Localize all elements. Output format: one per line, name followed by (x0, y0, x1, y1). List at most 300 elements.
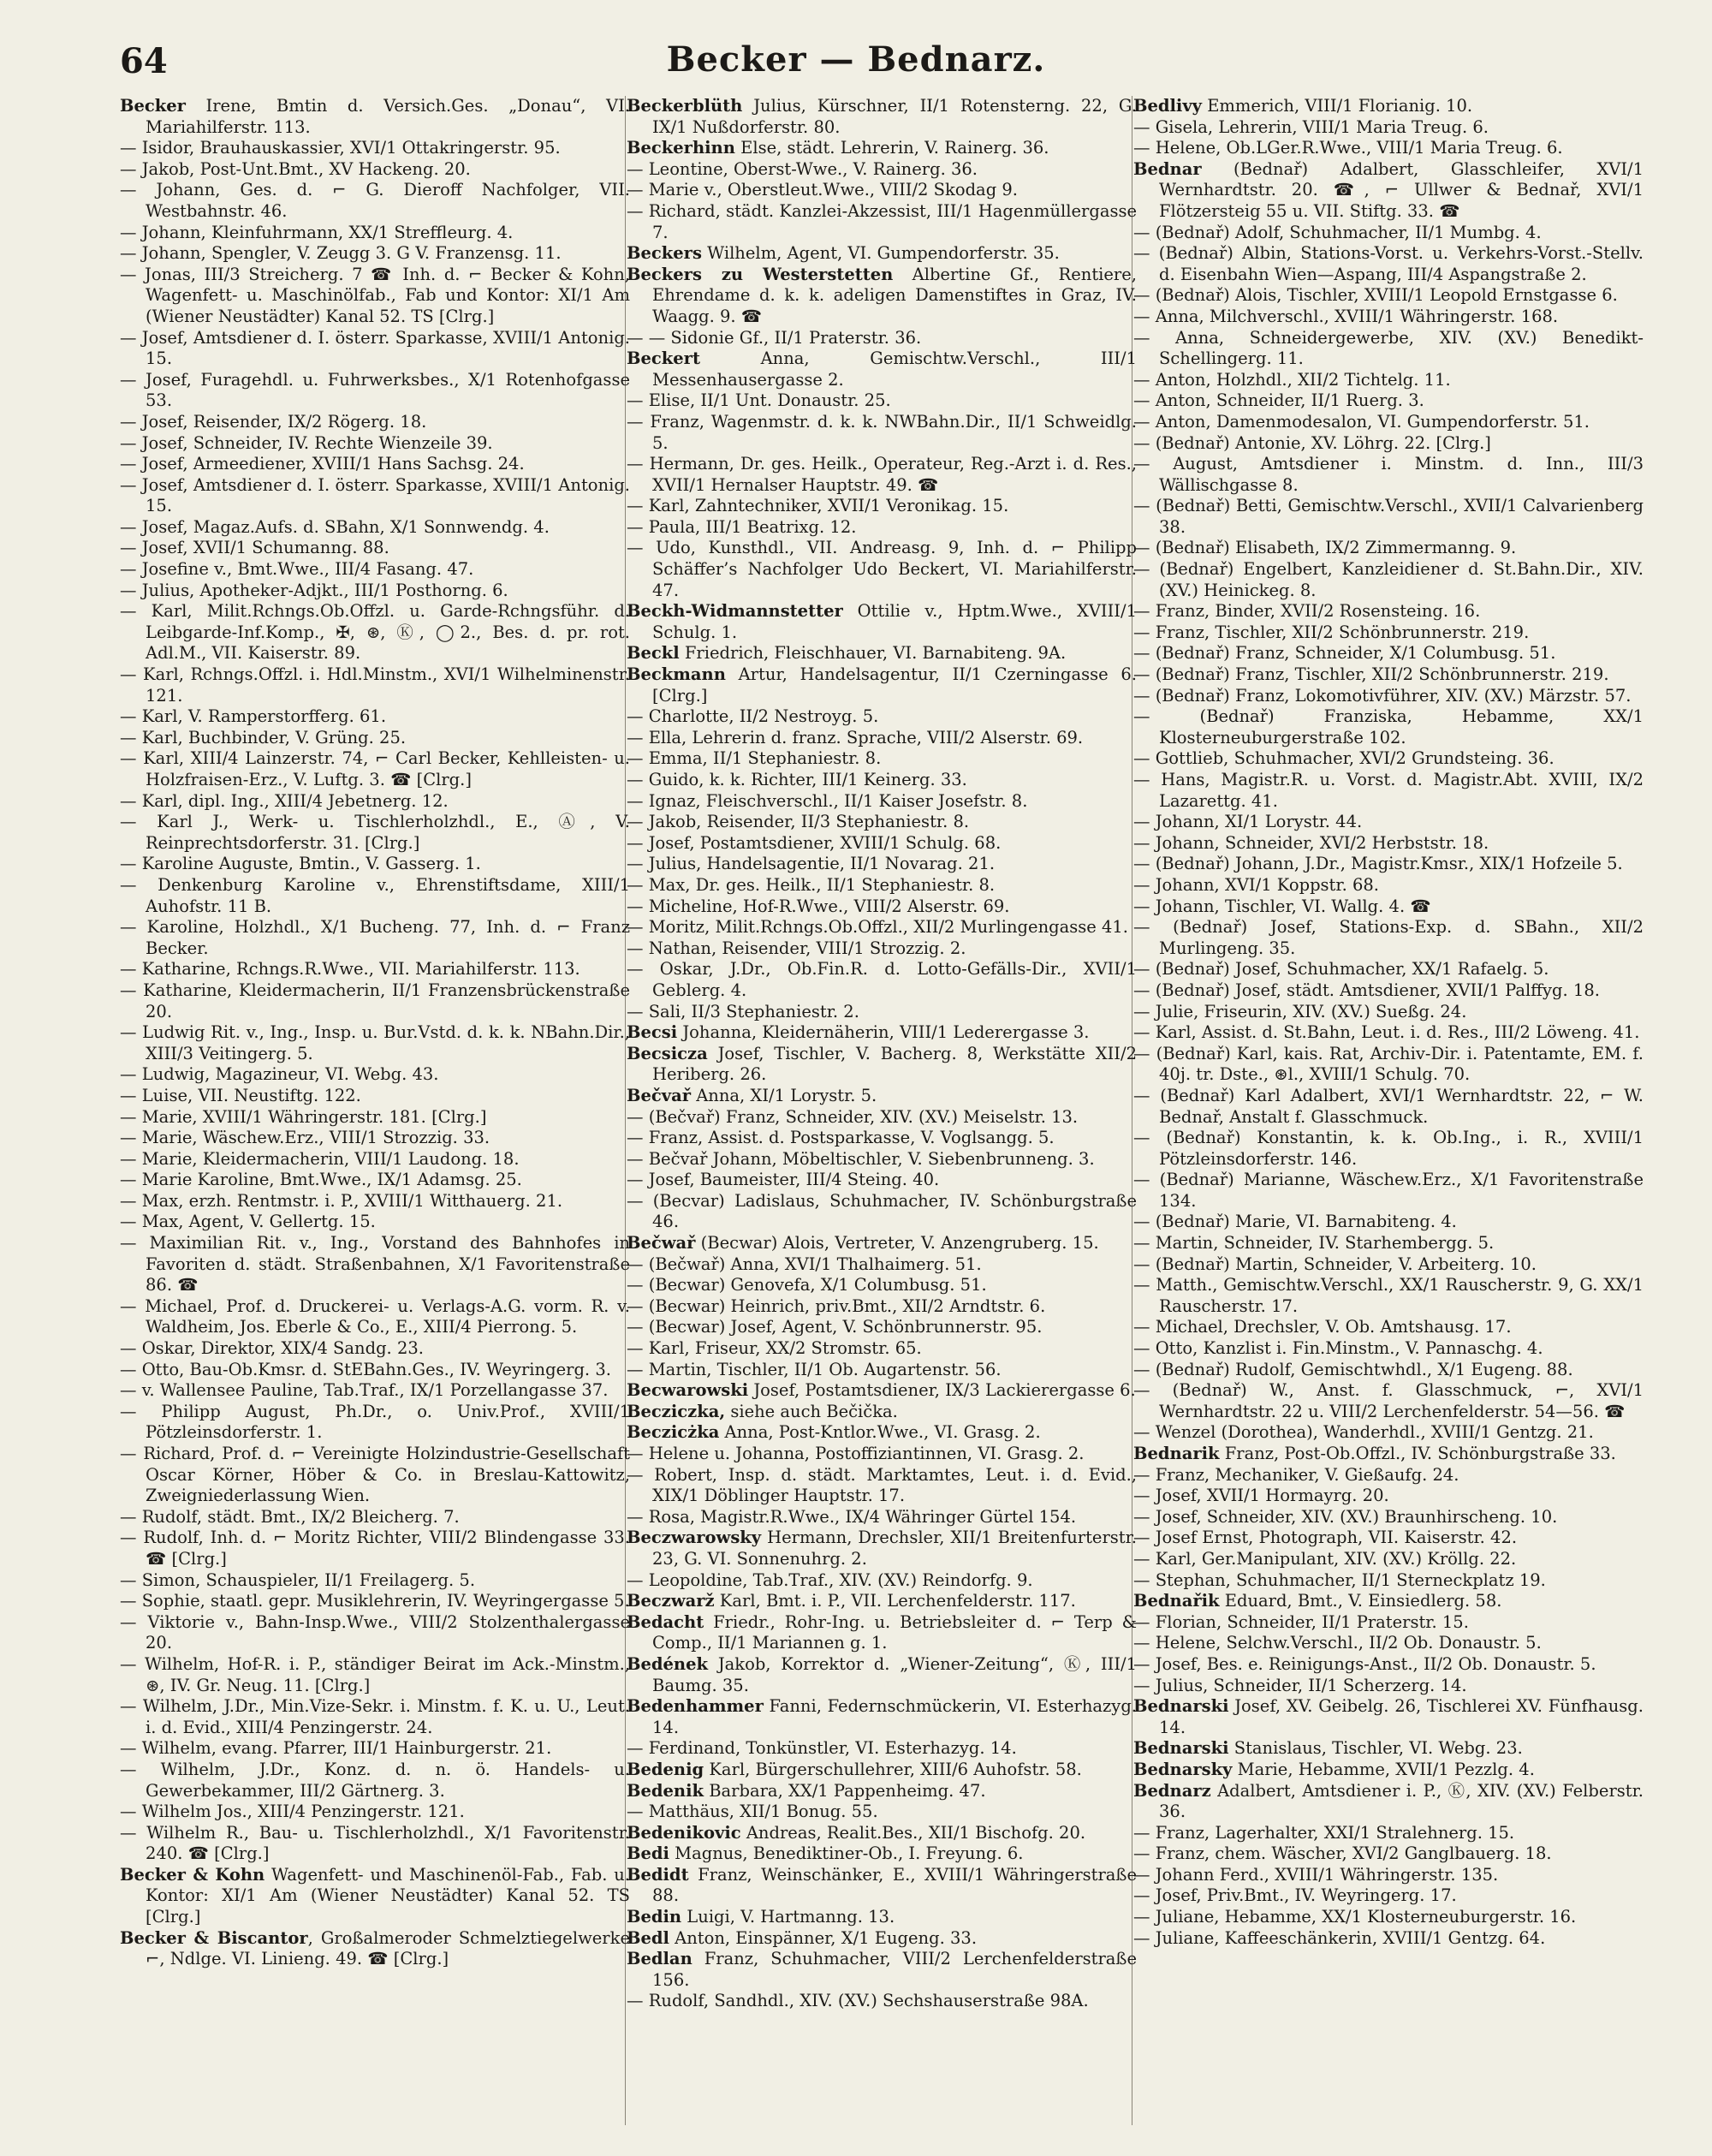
directory-entry (120, 475, 630, 517)
entry-text: — Guido, k. k. Richter, III/1 Keinerg. 33. (627, 770, 967, 789)
entry-text: — (Bednař) Rudolf, Gemischtwhdl., X/1 Eugeng. 88. (1133, 1359, 1573, 1379)
directory-entry (627, 1128, 1137, 1149)
directory-entry (1133, 96, 1644, 117)
entry-text: — (Bečwař) Anna, XVI/1 Thalhaimerg. 51. (627, 1254, 982, 1274)
directory-entry (120, 601, 630, 664)
entry-text: — Paula, III/1 Beatrixg. 12. (627, 516, 857, 537)
directory-entry (1133, 1380, 1644, 1422)
entry-text: — (Bednař) W., Anst. f. Glasschmuck, ⌐, XVI/1 Wernhardtstr. 22 u. VIII/2 Lerchenfelderstr. 54—56. ☎ (1133, 1380, 1644, 1421)
directory-entry (1133, 1338, 1644, 1360)
entry-text: — Marie v., Oberstleut.Wwe., VIII/2 Skodag 9. (627, 180, 1018, 200)
entry-text: Franz, Schuhmacher, VIII/2 Lerchenfelderstraße 156. (652, 1949, 1137, 1990)
directory-entry (1133, 538, 1644, 559)
entry-text: — Juliane, Kaffeeschänkerin, XVIII/1 Gentzg. 64. (1133, 1927, 1546, 1948)
directory-entry (120, 1170, 630, 1191)
directory-entry (120, 1022, 630, 1064)
directory-entry (627, 265, 1137, 328)
directory-entry (627, 854, 1137, 875)
directory-entry (627, 538, 1137, 601)
entry-text: — Josefine v., Bmt.Wwe., III/4 Fasang. 47. (120, 559, 474, 580)
directory-entry (627, 1949, 1137, 1991)
directory-entry (1133, 917, 1644, 959)
directory-entry (120, 1444, 630, 1507)
directory-entry (120, 1402, 630, 1444)
entry-text: — (Becvar) Ladislaus, Schuhmacher, IV. Schönburgstraße 46. (627, 1190, 1137, 1232)
directory-entry (120, 1696, 630, 1738)
directory-entry (120, 1802, 630, 1823)
directory-entry (627, 454, 1137, 496)
entry-surname: Becsicza (627, 1043, 708, 1063)
directory-entry (627, 875, 1137, 896)
entry-text: — Franz, Lagerhalter, XXI/1 Stralehnerg. 15. (1133, 1822, 1515, 1843)
entry-text: — Max, Dr. ges. Heilk., II/1 Stephaniestr. 8. (627, 874, 996, 895)
entry-text: — Franz, Binder, XVII/2 Rosensteing. 16. (1133, 601, 1481, 622)
directory-entry (1133, 433, 1644, 455)
directory-entry (1133, 875, 1644, 896)
directory-entry (1133, 138, 1644, 159)
entry-text: — Wilhelm Jos., XIII/4 Penzingerstr. 121. (120, 1802, 465, 1822)
entry-text: — Richard, Prof. d. ⌐ Vereinigte Holzindustrie-Gesellschaft Oscar Körner, Höber & Co. in Breslau-Kattowitz, Zweigniederlassung Wien. (120, 1444, 630, 1506)
entry-text: — Karl, Buchbinder, V. Grüng. 25. (120, 727, 407, 747)
entry-text: — (Becwar) Josef, Agent, V. Schönbrunnerstr. 95. (627, 1317, 1043, 1337)
entry-text: — (Bednař) Albin, Stations-Vorst. u. Verkehrs-Vorst.-Stellv. d. Eisenbahn Wien—Aspang, III/4 Aspangstraße 2. (1133, 243, 1644, 284)
entry-text: — Josef, Priv.Bmt., IV. Weyringerg. 17. (1133, 1885, 1457, 1906)
entry-text: — Johann Ferd., XVIII/1 Währingerstr. 135. (1133, 1864, 1499, 1885)
directory-entry (627, 601, 1137, 643)
entry-text: — Karl, Rchngs.Offzl. i. Hdl.Minstm., XVI/1 Wilhelminenstr. 121. (120, 664, 630, 706)
entry-text: Anna, Post-Kntlor.Wwe., VI. Grasg. 2. (719, 1422, 1041, 1443)
entry-text: Andreas, Realit.Bes., XII/1 Bischofg. 20. (740, 1822, 1086, 1843)
entry-surname: Beczwarž (627, 1591, 715, 1611)
entry-text: — (Bednař) Johann, J.Dr., Magistr.Kmsr., XIX/1 Hofzeile 5. (1133, 854, 1623, 874)
entry-surname: Beckerblüth (627, 96, 743, 116)
entry-text: — Josef, XVII/1 Schumanng. 88. (120, 538, 389, 558)
entry-text: — Oskar, Direktor, XIX/4 Sandg. 23. (120, 1338, 424, 1359)
directory-entry (627, 728, 1137, 749)
directory-entry (1133, 412, 1644, 433)
entry-surname: Beckh-Widmannstetter (627, 601, 843, 622)
entry-surname: Becker & Biscantor (120, 1927, 308, 1948)
directory-entry (1133, 285, 1644, 307)
entry-text: — Rudolf, städt. Bmt., IX/2 Bleicherg. 7. (120, 1506, 460, 1527)
directory-entry (627, 917, 1137, 938)
directory-entry (1133, 1360, 1644, 1381)
directory-entry (120, 854, 630, 875)
directory-entry (627, 1317, 1137, 1338)
entry-text: — Franz, Wagenmstr. d. k. k. NWBahn.Dir., II/1 Schweidlg. 5. (627, 411, 1137, 453)
entry-text: — Jonas, III/3 Streicherg. 7 ☎ Inh. d. ⌐ Becker & Kohn, Wagenfett- u. Maschinölfab., Fab und Kontor: XI/1 Am (Wiener Neustädter) Kanal 52. TS [Clrg.] (120, 264, 630, 326)
entry-text: Josef, Postamtsdiener, IX/3 Lackierergasse 6. (748, 1380, 1136, 1401)
entry-text: — (Bednař) Franz, Tischler, XII/2 Schönbrunnerstr. 219. (1133, 664, 1609, 685)
entry-surname: Becwarowski (627, 1380, 749, 1401)
entry-text: — Anton, Damenmodesalon, VI. Gumpendorferstr. 51. (1133, 411, 1590, 432)
entry-text: — Franz, Mechaniker, V. Gießaufg. 24. (1133, 1464, 1459, 1485)
directory-entry (1133, 1823, 1644, 1844)
entry-text: — Josef, Amtsdiener d. I. österr. Sparkasse, XVIII/1 Antonig. 15. (120, 327, 630, 369)
entry-text: Adalbert, Amtsdiener i. P., Ⓚ, XIV. (XV.) Felberstr. 36. (1159, 1780, 1644, 1822)
entry-text: Friedr., Rohr-Ing. u. Betriebsleiter d. ⌐ Terp & Comp., II/1 Mariannen g. 1. (652, 1611, 1137, 1653)
directory-entry (627, 1275, 1137, 1296)
directory-entry (1133, 559, 1644, 601)
entry-text: (Bednař) Adalbert, Glasschleifer, XVI/1 Wernhardtstr. 20. ☎, ⌐ Ullwer & Bednař, XVI/1 Flötzersteig 55 u. VII. Stiftg. 33. ☎ (1159, 158, 1644, 221)
entry-text: — (Becwar) Genovefa, X/1 Columbusg. 51. (627, 1275, 987, 1295)
column-3 (1133, 96, 1644, 2125)
entry-text: — Josef, Schneider, XIV. (XV.) Braunhirscheng. 10. (1133, 1506, 1558, 1527)
entry-text: — (Bednař) Josef, Stations-Exp. d. SBahn., XII/2 Murlingeng. 35. (1133, 917, 1644, 958)
entry-text: — v. Wallensee Pauline, Tab.Traf., IX/1 Porzellangasse 37. (120, 1380, 609, 1401)
entry-text: — (Bednař) Franz, Lokomotivführer, XIV. (XV.) Märzstr. 57. (1133, 685, 1632, 706)
entry-text: — Ferdinand, Tonkünstler, VI. Esterhazyg. 14. (627, 1738, 1017, 1759)
entry-text: — Emma, II/1 Stephaniestr. 8. (627, 748, 882, 769)
entry-surname: Bedlan (627, 1949, 693, 1969)
directory-entry (1133, 454, 1644, 496)
directory-entry (1133, 390, 1644, 412)
entry-text: — Marie, XVIII/1 Währingerstr. 181. [Clrg.] (120, 1106, 487, 1127)
entry-text: — Charlotte, II/2 Nestroyg. 5. (627, 706, 879, 727)
entry-text: Albertine Gf., Rentiere, Ehrendame d. k. k. adeligen Damenstiftes in Graz, IV. Waagg. 9. ☎ (652, 264, 1137, 326)
directory-entry (627, 159, 1137, 181)
entry-text: — Marie Karoline, Bmt.Wwe., IX/1 Adamsg. 25. (120, 1170, 522, 1190)
directory-entry (627, 1465, 1137, 1507)
directory-entry (1133, 1612, 1644, 1634)
entry-text: — Josef, XVII/1 Hormayrg. 20. (1133, 1486, 1389, 1506)
entry-text: — Anna, Milchverschl., XVIII/1 Währingerstr. 168. (1133, 306, 1559, 326)
directory-entry (120, 1338, 630, 1360)
entry-text: — Jakob, Post-Unt.Bmt., XV Hackeng. 20. (120, 158, 471, 179)
directory-entry (627, 1444, 1137, 1465)
directory-entry (120, 1360, 630, 1381)
column-2 (627, 96, 1137, 2125)
directory-entry (1133, 1086, 1644, 1128)
directory-entry (1133, 959, 1644, 980)
entry-text: Barbara, XX/1 Pappenheimg. 47. (704, 1780, 986, 1801)
entry-text: — Wilhelm, evang. Pfarrer, III/1 Hainburgerstr. 21. (120, 1738, 552, 1759)
entry-text: — Robert, Insp. d. städt. Marktamtes, Leut. i. d. Evid., XIX/1 Döblinger Hauptstr. 17. (627, 1464, 1137, 1506)
directory-entry (627, 938, 1137, 960)
entry-text: — — Sidonie Gf., II/1 Praterstr. 36. (627, 327, 922, 348)
directory-entry (1133, 812, 1644, 833)
entry-text: — Johann, Tischler, VI. Wallg. 4. ☎ (1133, 896, 1431, 916)
directory-entry (120, 370, 630, 412)
entry-text: — (Bednař) Engelbert, Kanzleidiener d. St.Bahn.Dir., XIV. (XV.) Heinickeg. 8. (1133, 559, 1644, 600)
directory-entry (120, 159, 630, 181)
directory-entry (627, 1170, 1137, 1191)
entry-text: (Becwar) Alois, Vertreter, V. Anzengruberg. 15. (695, 1233, 1099, 1254)
directory-entry (627, 791, 1137, 813)
directory-entry (120, 243, 630, 265)
directory-entry (120, 412, 630, 433)
entry-text: — Josef, Baumeister, III/4 Steing. 40. (627, 1170, 940, 1190)
entry-text: — Josef, Armeediener, XVIII/1 Hans Sachsg. 24. (120, 454, 525, 474)
entry-text: — Johann, Spengler, V. Zeugg 3. G V. Franzensg. 11. (120, 243, 562, 264)
directory-entry (627, 1528, 1137, 1569)
entry-text: — (Bednař) Josef, städt. Amtsdiener, XVII/1 Palffyg. 18. (1133, 980, 1600, 1000)
entry-text: Jakob, Korrektor d. „Wiener-Zeitung“, Ⓚ, III/1 Baumg. 35. (652, 1653, 1137, 1695)
directory-entry (120, 328, 630, 370)
entry-surname: Beckl (627, 643, 680, 664)
entry-surname: Becsi (627, 1022, 678, 1043)
directory-entry (120, 138, 630, 159)
entry-text: — Wilhelm, J.Dr., Konz. d. n. ö. Handels- u. Gewerbekammer, III/2 Gärtnerg. 3. (120, 1759, 630, 1801)
directory-entry (120, 1738, 630, 1760)
directory-entry (1133, 643, 1644, 664)
entry-text: — (Bednař) Franziska, Hebamme, XX/1 Klosterneuburgerstraße 102. (1133, 706, 1644, 747)
directory-entry (1133, 1254, 1644, 1276)
entry-text: — (Bednař) Alois, Tischler, XVIII/1 Leopold Ernstgasse 6. (1133, 285, 1618, 306)
entry-text: — Julius, Apotheker-Adjkt., III/1 Posthorng. 6. (120, 580, 508, 600)
entry-text: — (Bednař) Konstantin, k. k. Ob.Ing., i. R., XVIII/1 Pötzleinsdorferstr. 146. (1133, 1128, 1644, 1169)
directory-entry (1133, 622, 1644, 644)
directory-entry (120, 96, 630, 138)
directory-entry (1133, 1465, 1644, 1486)
directory-entry (1133, 496, 1644, 538)
directory-entry (627, 1044, 1137, 1086)
directory-entry (120, 1528, 630, 1569)
directory-entry (1133, 1591, 1644, 1612)
entry-text: — Gottlieb, Schuhmacher, XVI/2 Grundsteing. 36. (1133, 748, 1554, 769)
directory-entry (1133, 1422, 1644, 1444)
directory-entry (1133, 896, 1644, 918)
entry-text: — Oskar, J.Dr., Ob.Fin.R. d. Lotto-Gefälls-Dir., XVII/1 Geblerg. 4. (627, 959, 1137, 1000)
entry-text: — Helene, Selchw.Verschl., II/2 Ob. Donaustr. 5. (1133, 1633, 1542, 1653)
directory-entry (1133, 1570, 1644, 1592)
directory-entry (627, 1612, 1137, 1654)
entry-text: — Anna, Schneidergewerbe, XIV. (XV.) Benedikt-Schellingerg. 11. (1133, 327, 1644, 369)
entry-text: — Karl J., Werk- u. Tischlerholzhdl., E., Ⓐ, V. Reinprechtsdorferstr. 31. [Clrg.] (120, 812, 630, 853)
directory-entry (1133, 370, 1644, 391)
directory-entry (1133, 1044, 1644, 1086)
directory-entry (627, 959, 1137, 1001)
entry-text: — Franz, Tischler, XII/2 Schönbrunnerstr. 219. (1133, 622, 1530, 642)
entry-text: — Sali, II/3 Stephaniestr. 2. (627, 1001, 859, 1021)
entry-text: , Großalmeroder Schmelztiegelwerke ⌐, Ndlge. VI. Linieng. 49. ☎ [Clrg.] (146, 1927, 630, 1969)
directory-entry (1133, 1549, 1644, 1570)
directory-entry (1133, 1843, 1644, 1865)
entry-text: — Maximilian Rit. v., Ing., Vorstand des Bahnhofes in Favoriten d. städt. Straßenbahnen, X/1 Favoritenstraße 86. ☎ (120, 1233, 630, 1295)
entry-surname: Becziczka, (627, 1401, 726, 1421)
directory-entry (120, 454, 630, 475)
entry-text: Stanislaus, Tischler, VI. Webg. 23. (1228, 1738, 1523, 1759)
directory-entry (1133, 664, 1644, 686)
directory-entry (627, 664, 1137, 706)
directory-entry (1133, 117, 1644, 139)
entry-surname: Bedl (627, 1927, 669, 1948)
entry-text: Friedrich, Fleischhauer, VI. Barnabiteng. 9A. (679, 643, 1067, 664)
directory-entry (627, 643, 1137, 664)
entry-text: — Wilhelm, Hof-R. i. P., ständiger Beirat im Ack.-Minstm., ⊛, IV. Gr. Neug. 11. [Clrg.] (120, 1653, 630, 1695)
entry-text: — Julius, Handelsagentie, II/1 Novarag. 21. (627, 854, 996, 874)
entry-text: — Florian, Schneider, II/1 Praterstr. 15. (1133, 1611, 1469, 1632)
directory-entry (120, 980, 630, 1022)
directory-entry (627, 1802, 1137, 1823)
directory-entry (1133, 1128, 1644, 1170)
entry-surname: Bednarz (1133, 1780, 1211, 1801)
entry-text: — Franz, chem. Wäscher, XVI/2 Ganglbauerg. 18. (1133, 1843, 1552, 1864)
directory-entry (1133, 748, 1644, 770)
directory-entry (1133, 1486, 1644, 1507)
entry-text: — Karl, V. Ramperstorfferg. 61. (120, 706, 387, 727)
entry-text: — Max, Agent, V. Gellertg. 15. (120, 1212, 376, 1232)
entry-text: — Wenzel (Dorothea), Wanderhdl., XVIII/1 Gentzg. 21. (1133, 1422, 1594, 1443)
directory-entry (627, 1254, 1137, 1276)
directory-entry (120, 1296, 630, 1338)
directory-entry (627, 833, 1137, 855)
entry-text: — Ella, Lehrerin d. franz. Sprache, VIII/2 Alserstr. 69. (627, 727, 1084, 747)
entry-text: — Stephan, Schuhmacher, II/1 Sterneckplatz 19. (1133, 1569, 1546, 1590)
entry-text: — Josef, Postamtsdiener, XVIII/1 Schulg. 68. (627, 832, 1002, 853)
directory-entry (627, 748, 1137, 770)
directory-entry (120, 1191, 630, 1212)
directory-entry (627, 180, 1137, 201)
entry-text: Luigi, V. Hartmanng. 13. (681, 1907, 895, 1927)
directory-entry (627, 1738, 1137, 1760)
directory-entry (627, 1781, 1137, 1802)
entry-text: Eduard, Bmt., V. Einsiedlerg. 58. (1219, 1591, 1502, 1611)
entry-text: — Micheline, Hof-R.Wwe., VIII/2 Alserstr. 69. (627, 896, 1010, 916)
directory-entry (1133, 1317, 1644, 1338)
entry-text: — Sophie, staatl. gepr. Musiklehrerin, IV. Weyringergasse 5. (120, 1591, 630, 1611)
entry-surname: Bedin (627, 1907, 682, 1927)
running-head: Becker — Bednarz. (666, 39, 1046, 80)
directory-entry (120, 517, 630, 539)
directory-entry (627, 201, 1137, 243)
directory-entry (1133, 601, 1644, 622)
directory-entry (627, 243, 1137, 265)
directory-entry (1133, 1676, 1644, 1697)
directory-entry (120, 1380, 630, 1402)
directory-entry (120, 664, 630, 706)
directory-entry (627, 1422, 1137, 1444)
directory-entry (1133, 1633, 1644, 1654)
entry-text: — Leontine, Oberst-Wwe., V. Rainerg. 36. (627, 158, 978, 179)
entry-text: Franz, Weinschänker, E., XVIII/1 Währingerstraße 88. (652, 1864, 1137, 1906)
directory-entry (627, 1380, 1137, 1402)
directory-entry (120, 1591, 630, 1612)
entry-text: — Ignaz, Fleischverschl., II/1 Kaiser Josefstr. 8. (627, 790, 1028, 811)
directory-entry (120, 1654, 630, 1696)
directory-entry (120, 1128, 630, 1149)
entry-text: — (Bednař) Josef, Schuhmacher, XX/1 Rafaelg. 5. (1133, 959, 1549, 980)
entry-text: — Karl, dipl. Ing., XIII/4 Jebetnerg. 12. (120, 790, 449, 811)
entry-surname: Bedenikovic (627, 1822, 741, 1843)
entry-text: — Julius, Schneider, II/1 Scherzerg. 14. (1133, 1675, 1467, 1695)
entry-text: — Leopoldine, Tab.Traf., XIV. (XV.) Reindorfg. 9. (627, 1569, 1033, 1590)
entry-text: — Karl, Friseur, XX/2 Stromstr. 65. (627, 1338, 922, 1359)
directory-entry (627, 1654, 1137, 1696)
directory-entry (120, 1928, 630, 1970)
entry-surname: Bednařik (1133, 1591, 1220, 1611)
entry-text: — Martin, Tischler, II/1 Ob. Augartenstr. 56. (627, 1359, 1002, 1379)
entry-text: — Otto, Bau-Ob.Kmsr. d. StEBahn.Ges., IV. Weyringerg. 3. (120, 1359, 611, 1379)
directory-entry (627, 1022, 1137, 1044)
entry-text: — Bečvař Johann, Möbeltischler, V. Siebenbrunneng. 3. (627, 1148, 1095, 1169)
entry-text: — Karl, Ger.Manipulant, XIV. (XV.) Kröllg. 22. (1133, 1548, 1517, 1569)
entry-text: — Josef, Bes. e. Reinigungs-Anst., II/2 Ob. Donaustr. 5. (1133, 1653, 1596, 1674)
directory-entry (627, 1907, 1137, 1928)
directory-entry (1133, 1528, 1644, 1549)
directory-entry (627, 1760, 1137, 1781)
directory-entry (1133, 1507, 1644, 1528)
entry-text: Wilhelm, Agent, VI. Gumpendorferstr. 35. (701, 243, 1060, 264)
directory-entry (627, 812, 1137, 833)
directory-entry (627, 1107, 1137, 1129)
directory-entry (1133, 1738, 1644, 1760)
entry-text: — Matthäus, XII/1 Bonug. 55. (627, 1802, 878, 1822)
entry-text: — (Bednař) Franz, Schneider, X/1 Columbusg. 51. (1133, 643, 1556, 664)
entry-text: Julius, Kürschner, II/1 Rotensterng. 22, G. IX/1 Nußdorferstr. 80. (652, 96, 1137, 137)
directory-entry (120, 559, 630, 581)
entry-text: — Anton, Schneider, II/1 Ruerg. 3. (1133, 390, 1424, 411)
entry-text: — Karl, Zahntechniker, XVII/1 Veronikag. 15. (627, 496, 1009, 516)
entry-text: — Johann, Schneider, XVI/2 Herbststr. 18. (1133, 832, 1489, 853)
directory-entry (1133, 1885, 1644, 1907)
directory-entry (627, 896, 1137, 918)
entry-text: — Karl, Assist. d. St.Bahn, Leut. i. d. Res., III/2 Löweng. 41. (1133, 1022, 1640, 1043)
entry-text: — (Becwar) Heinrich, priv.Bmt., XII/2 Arndtstr. 6. (627, 1295, 1046, 1316)
directory-entry (120, 1570, 630, 1592)
directory-entry (627, 412, 1137, 454)
entry-text: — Franz, Assist. d. Postsparkasse, V. Voglsangg. 5. (627, 1128, 1055, 1148)
entry-text: — (Bednař) Marianne, Wäschew.Erz., X/1 Favoritenstraße 134. (1133, 1170, 1644, 1211)
entry-text: — Rosa, Magistr.R.Wwe., IX/4 Währinger Gürtel 154. (627, 1506, 1077, 1527)
entry-text: — Philipp August, Ph.Dr., o. Univ.Prof., XVIII/1 Pötzleinsdorferstr. 1. (120, 1401, 630, 1443)
entry-text: Karl, Bmt. i. P., VII. Lerchenfelderstr. 117. (714, 1591, 1076, 1611)
entry-surname: Bedacht (627, 1611, 704, 1632)
directory-entry (1133, 1022, 1644, 1044)
entry-text: — Denkenburg Karoline v., Ehrenstiftsdame, XIII/1 Auhofstr. 11 B. (120, 874, 630, 916)
entry-surname: Bedének (627, 1653, 709, 1674)
directory-entry (627, 1823, 1137, 1844)
directory-entry (120, 1064, 630, 1086)
entry-text: — Josef, Magaz.Aufs. d. SBahn, X/1 Sonnwendg. 4. (120, 516, 550, 537)
directory-entry (120, 1760, 630, 1802)
column-1 (120, 96, 630, 2125)
entry-text: — Udo, Kunsthdl., VII. Andreasg. 9, Inh. d. ⌐ Philipp Schäffer’s Nachfolger Udo Beckert, VI. Mariahilferstr. 47. (627, 538, 1137, 600)
directory-entry (1133, 1907, 1644, 1928)
entry-text: — Josef, Amtsdiener d. I. österr. Sparkasse, XVIII/1 Antonig. 15. (120, 474, 630, 516)
directory-entry (627, 706, 1137, 728)
directory-entry (120, 265, 630, 328)
directory-entry (627, 348, 1137, 390)
directory-entry (120, 1212, 630, 1233)
entry-text: — Max, erzh. Rentmstr. i. P., XVIII/1 Witthauerg. 21. (120, 1190, 563, 1211)
directory-entry (627, 1191, 1137, 1233)
entry-text: — Katharine, Kleidermacherin, II/1 Franzensbrückenstraße 20. (120, 980, 630, 1021)
entry-text: Fanni, Federnschmückerin, VI. Esterhazyg. 14. (652, 1696, 1137, 1737)
directory-entry (627, 1843, 1137, 1865)
entry-text: — Helene, Ob.LGer.R.Wwe., VIII/1 Maria Treug. 6. (1133, 138, 1563, 158)
entry-text: — Elise, II/1 Unt. Donaustr. 25. (627, 390, 891, 411)
directory-entry (627, 1360, 1137, 1381)
entry-text: — Wilhelm, J.Dr., Min.Vize-Sekr. i. Minstm. f. K. u. U., Leut. i. d. Evid., XIII/4 Penzingerstr. 24. (120, 1696, 630, 1737)
directory-entry (1133, 686, 1644, 707)
directory-entry (120, 791, 630, 813)
directory-entry (1133, 854, 1644, 875)
entry-surname: Bednarsky (1133, 1759, 1233, 1779)
entry-text: — Nathan, Reisender, VIII/1 Strozzig. 2. (627, 938, 966, 958)
directory-entry (627, 1338, 1137, 1360)
entry-text: — Karl, Milit.Rchngs.Ob.Offzl. u. Garde-Rchngsführ. d. Leibgarde-Inf.Komp., ✠, ⊛, Ⓚ, ◯2., Bes. d. pr. rot. Adl.M., VII. Kaiserstr. 89. (120, 601, 630, 664)
entry-text: — Luise, VII. Neustiftg. 122. (120, 1085, 361, 1105)
directory-entry (1133, 1760, 1644, 1781)
directory-entry (1133, 1865, 1644, 1886)
entry-text: Franz, Post-Ob.Offzl., IV. Schönburgstraße 33. (1219, 1444, 1616, 1463)
entry-text: siehe auch Bečička. (725, 1401, 898, 1421)
entry-text: — Karoline, Holzhdl., X/1 Bucheng. 77, Inh. d. ⌐ Franz Becker. (120, 917, 630, 958)
directory-entry (120, 728, 630, 749)
directory-entry (627, 1865, 1137, 1907)
entry-text: Karl, Bürgerschullehrer, XIII/6 Auhofstr. 58. (704, 1759, 1082, 1779)
